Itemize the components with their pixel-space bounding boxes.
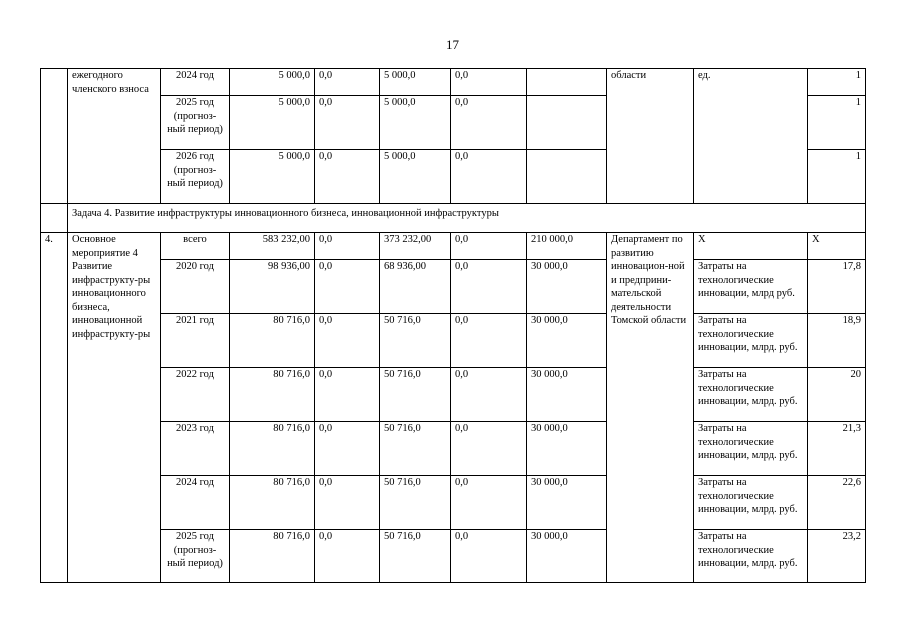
funding-cell: 0,0 bbox=[451, 530, 527, 583]
funding-cell: 50 716,0 bbox=[380, 530, 451, 583]
table-row bbox=[41, 476, 866, 530]
indicator-cell: Х bbox=[694, 233, 808, 260]
funding-cell: 0,0 bbox=[451, 314, 527, 368]
table-row bbox=[41, 233, 866, 260]
funding-cell: 5 000,0 bbox=[380, 96, 451, 150]
indicator-cell: Затраты на технологические инновации, млрд. руб. bbox=[694, 422, 808, 476]
indicator-cell: ед. bbox=[694, 69, 808, 204]
value-cell: 20 bbox=[808, 368, 866, 422]
year-cell: 2025 год (прогноз-ный период) bbox=[161, 96, 230, 150]
table-row bbox=[41, 69, 866, 96]
total-cell: 5 000,0 bbox=[230, 150, 315, 204]
funding-cell: 0,0 bbox=[315, 422, 380, 476]
value-cell: 1 bbox=[808, 69, 866, 96]
value-cell: 1 bbox=[808, 150, 866, 204]
table-row bbox=[41, 368, 866, 422]
table-row bbox=[41, 314, 866, 368]
total-cell: 98 936,00 bbox=[230, 260, 315, 314]
table-row bbox=[41, 422, 866, 476]
table-row bbox=[41, 530, 866, 583]
funding-cell: 30 000,0 bbox=[527, 422, 607, 476]
year-cell: 2022 год bbox=[161, 368, 230, 422]
total-cell: 80 716,0 bbox=[230, 422, 315, 476]
funding-cell: 0,0 bbox=[451, 368, 527, 422]
row-number-cell: 4. bbox=[41, 233, 68, 583]
funding-cell: 50 716,0 bbox=[380, 314, 451, 368]
task-title: Задача 4. Развитие инфраструктуры инновационного бизнеса, инновационной инфраструктуры bbox=[68, 204, 866, 233]
funding-cell bbox=[527, 96, 607, 150]
indicator-cell: Затраты на технологические инновации, млрд. руб. bbox=[694, 476, 808, 530]
funding-cell: 0,0 bbox=[315, 260, 380, 314]
department-cell: области bbox=[607, 69, 694, 204]
year-cell: всего bbox=[161, 233, 230, 260]
task-row bbox=[41, 204, 866, 233]
funding-cell: 30 000,0 bbox=[527, 314, 607, 368]
funding-cell: 0,0 bbox=[315, 69, 380, 96]
funding-cell: 0,0 bbox=[451, 150, 527, 204]
funding-cell: 68 936,00 bbox=[380, 260, 451, 314]
indicator-cell: Затраты на технологические инновации, млрд. руб. bbox=[694, 368, 808, 422]
funding-cell: 373 232,00 bbox=[380, 233, 451, 260]
funding-cell: 210 000,0 bbox=[527, 233, 607, 260]
total-cell: 583 232,00 bbox=[230, 233, 315, 260]
funding-cell: 0,0 bbox=[315, 476, 380, 530]
value-cell: 17,8 bbox=[808, 260, 866, 314]
funding-cell: 5 000,0 bbox=[380, 69, 451, 96]
funding-cell: 30 000,0 bbox=[527, 530, 607, 583]
value-cell: 23,2 bbox=[808, 530, 866, 583]
funding-cell: 50 716,0 bbox=[380, 368, 451, 422]
measure-description-cell: Основное мероприятие 4 Развитие инфраструкту-ры инновационного бизнеса, инновационной инфраструкту-ры bbox=[68, 233, 161, 583]
funding-cell: 50 716,0 bbox=[380, 422, 451, 476]
funding-cell: 5 000,0 bbox=[380, 150, 451, 204]
total-cell: 5 000,0 bbox=[230, 69, 315, 96]
funding-cell: 0,0 bbox=[315, 150, 380, 204]
row-number-cell bbox=[41, 69, 68, 204]
program-table bbox=[40, 68, 866, 583]
total-cell: 80 716,0 bbox=[230, 476, 315, 530]
value-cell: 18,9 bbox=[808, 314, 866, 368]
department-cell: Департамент по развитию инновацион-ной и предприни-мательской деятельности Томской области bbox=[607, 233, 694, 583]
funding-cell: 50 716,0 bbox=[380, 476, 451, 530]
total-cell: 80 716,0 bbox=[230, 530, 315, 583]
funding-cell: 0,0 bbox=[315, 530, 380, 583]
funding-cell: 0,0 bbox=[315, 368, 380, 422]
funding-cell: 0,0 bbox=[315, 96, 380, 150]
indicator-cell: Затраты на технологические инновации, млрд. руб. bbox=[694, 530, 808, 583]
table-row bbox=[41, 260, 866, 314]
year-cell: 2024 год bbox=[161, 69, 230, 96]
row-number-cell bbox=[41, 204, 68, 233]
funding-cell: 30 000,0 bbox=[527, 260, 607, 314]
indicator-cell: Затраты на технологические инновации, млрд руб. bbox=[694, 260, 808, 314]
funding-cell bbox=[527, 69, 607, 96]
funding-cell bbox=[527, 150, 607, 204]
year-cell: 2026 год (прогноз-ный период) bbox=[161, 150, 230, 204]
indicator-cell: Затраты на технологические инновации, млрд. руб. bbox=[694, 314, 808, 368]
measure-description-cell: ежегодного членского взноса bbox=[68, 69, 161, 204]
value-cell: 1 bbox=[808, 96, 866, 150]
value-cell: 21,3 bbox=[808, 422, 866, 476]
page-number: 17 bbox=[446, 37, 459, 52]
year-cell: 2020 год bbox=[161, 260, 230, 314]
funding-cell: 0,0 bbox=[451, 96, 527, 150]
total-cell: 5 000,0 bbox=[230, 96, 315, 150]
funding-cell: 30 000,0 bbox=[527, 476, 607, 530]
year-cell: 2024 год bbox=[161, 476, 230, 530]
value-cell: Х bbox=[808, 233, 866, 260]
funding-cell: 0,0 bbox=[451, 69, 527, 96]
funding-cell: 0,0 bbox=[451, 422, 527, 476]
funding-cell: 0,0 bbox=[451, 476, 527, 530]
funding-cell: 30 000,0 bbox=[527, 368, 607, 422]
funding-cell: 0,0 bbox=[315, 233, 380, 260]
year-cell: 2025 год (прогноз-ный период) bbox=[161, 530, 230, 583]
funding-cell: 0,0 bbox=[451, 233, 527, 260]
year-cell: 2021 год bbox=[161, 314, 230, 368]
total-cell: 80 716,0 bbox=[230, 314, 315, 368]
funding-cell: 0,0 bbox=[315, 314, 380, 368]
funding-cell: 0,0 bbox=[451, 260, 527, 314]
year-cell: 2023 год bbox=[161, 422, 230, 476]
total-cell: 80 716,0 bbox=[230, 368, 315, 422]
value-cell: 22,6 bbox=[808, 476, 866, 530]
